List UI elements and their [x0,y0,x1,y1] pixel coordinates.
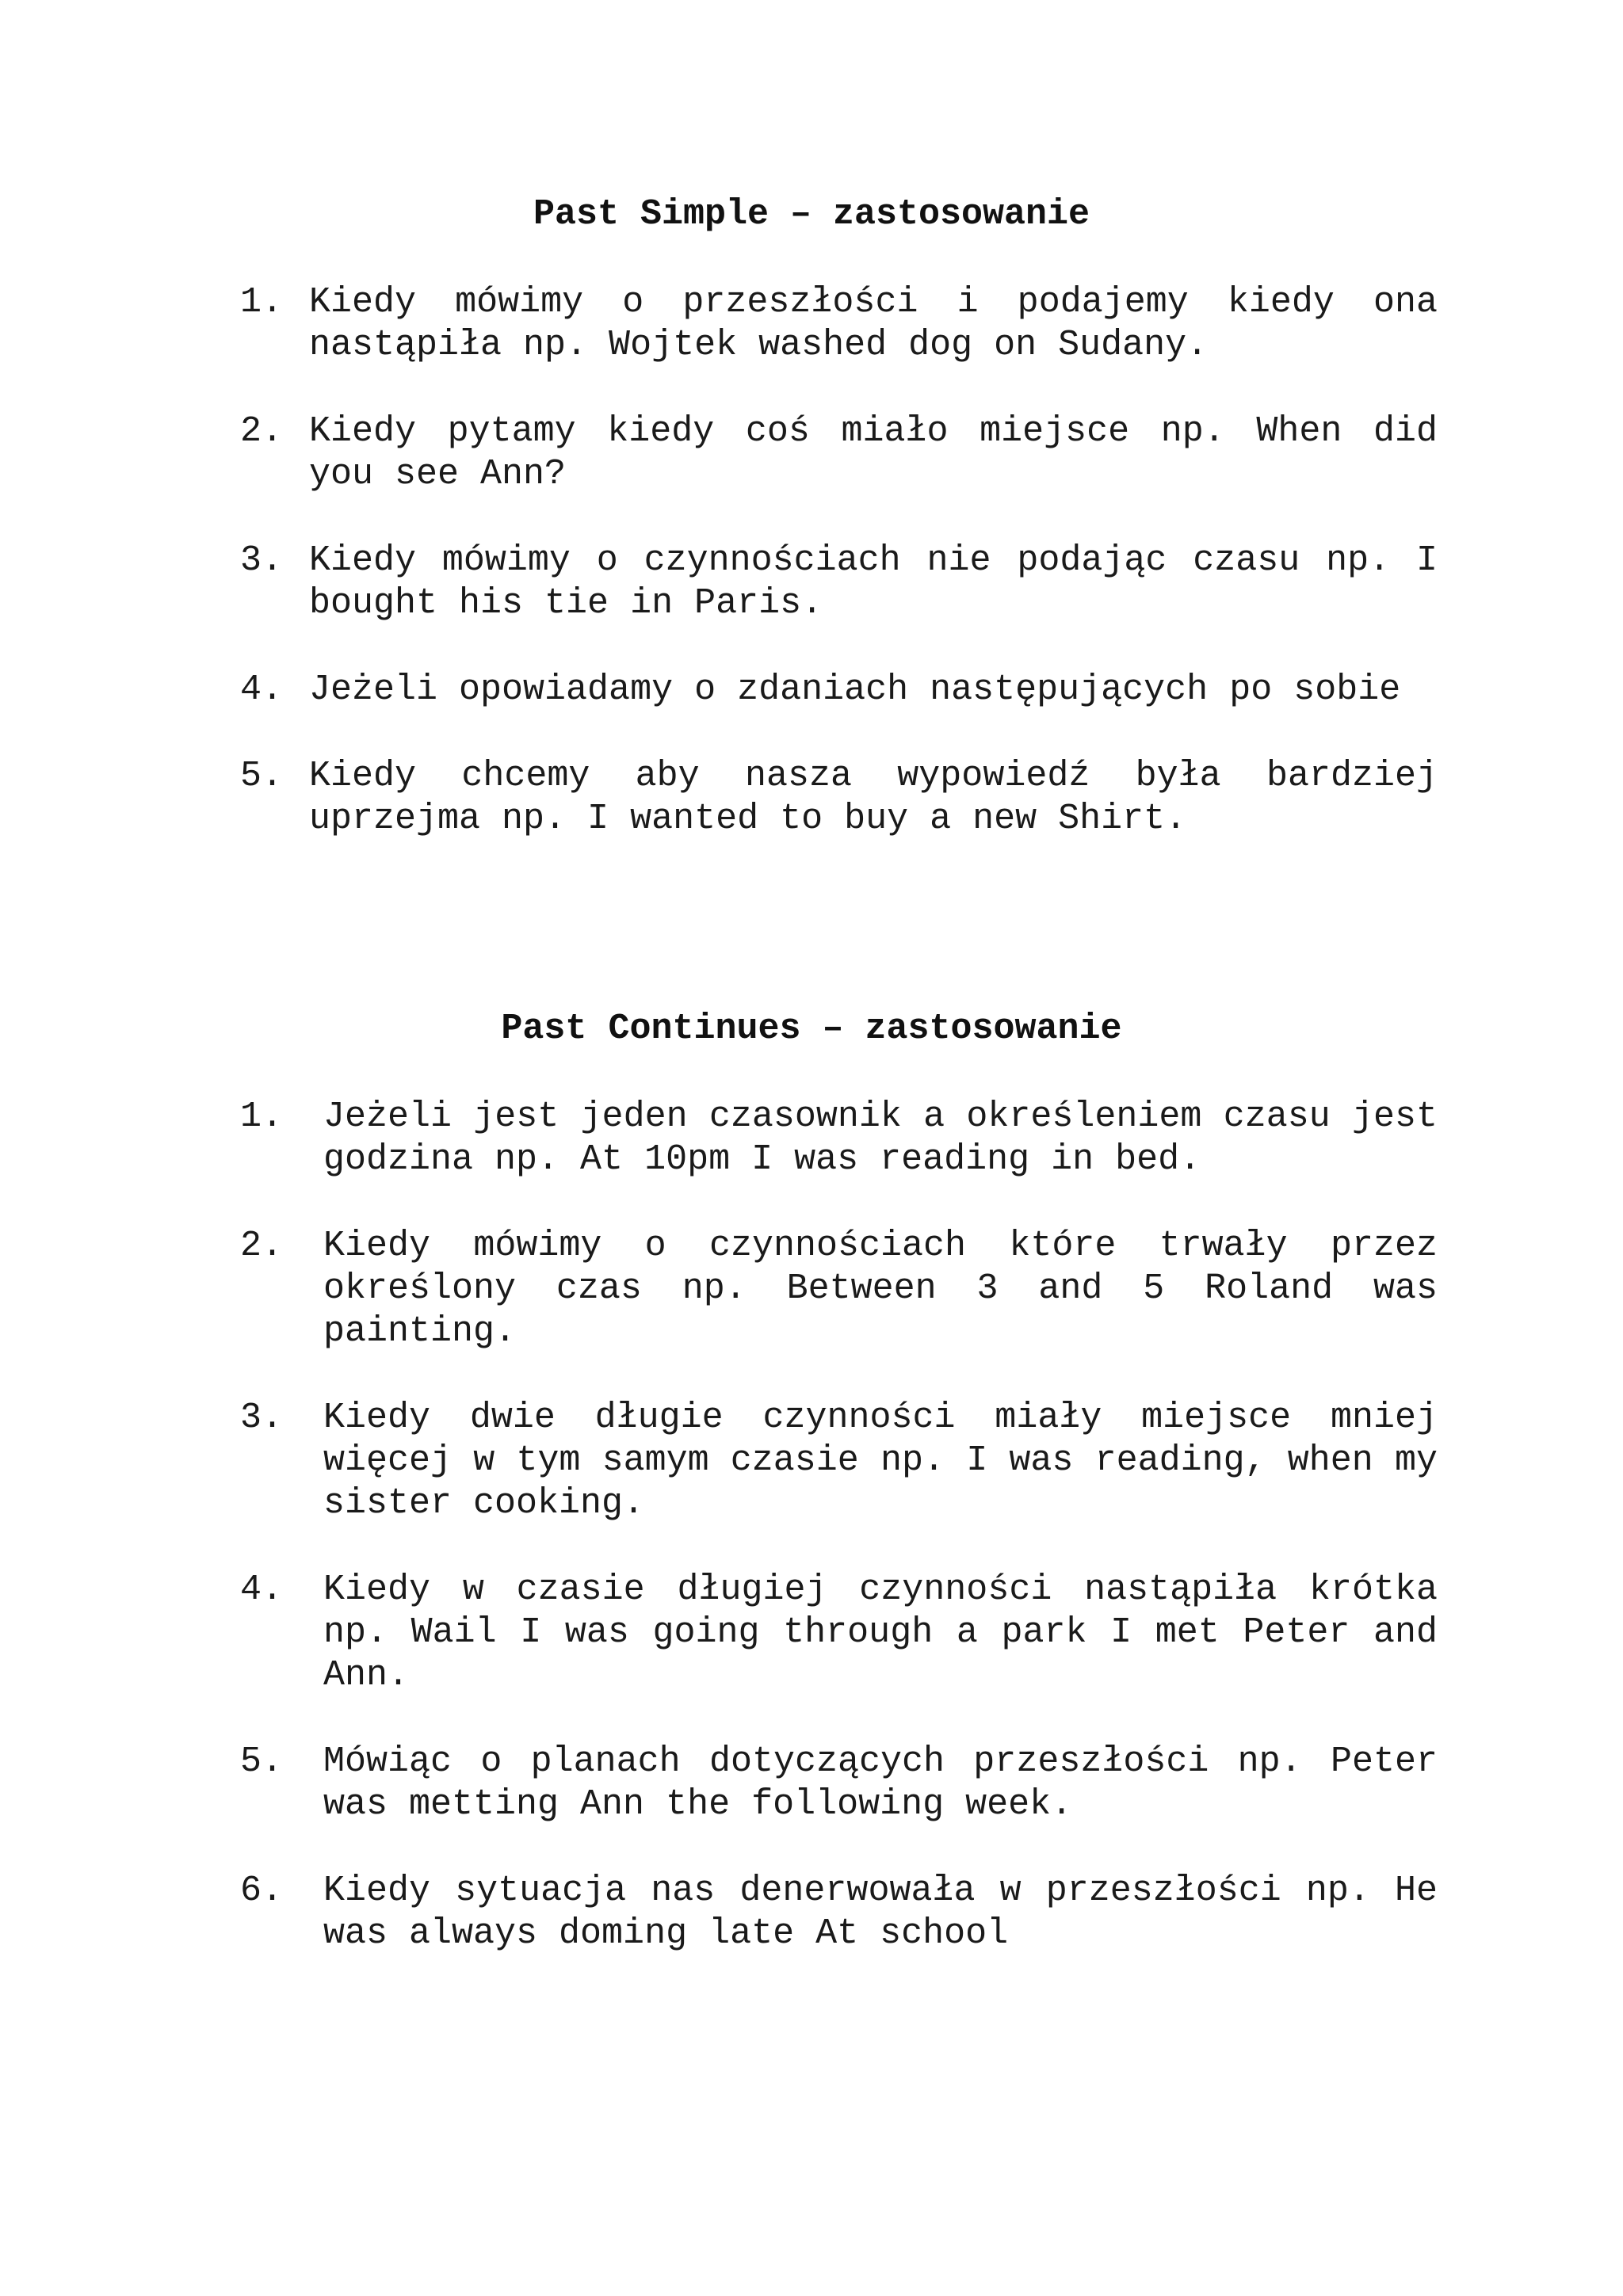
item-text: Jeżeli opowiadamy o zdaniach następujących po sobie [309,669,1401,710]
item-text: Kiedy dwie długie czynności miały miejsce mniej więcej w tym samym czasie np. I was reading, when my sister cooking. [323,1398,1438,1524]
list-item [240,1397,1438,1525]
item-number: 5. [240,1741,284,1782]
item-number: 2. [240,1226,284,1266]
item-number: 6. [240,1871,284,1911]
list-item [240,281,1438,367]
heading-past-continues: Past Continues – zastosowanie [501,1009,1122,1049]
list-item [240,1569,1438,1697]
item-number: 3. [240,540,284,581]
heading-past-simple: Past Simple – zastosowanie [533,194,1090,235]
list-item [240,1225,1438,1353]
item-text: Kiedy mówimy o czynnościach które trwały przez określony czas np. Between 3 and 5 Roland was painting. [323,1226,1438,1352]
list-item [240,1870,1438,1955]
item-text: Kiedy pytamy kiedy coś miało miejsce np. When did you see Ann? [309,411,1438,494]
item-number: 1. [240,1097,284,1137]
list-item [240,669,1438,711]
item-number: 4. [240,669,284,710]
list-item [240,755,1438,841]
item-text: Kiedy sytuacja nas denerwowała w przeszłości np. He was always doming late At school [323,1871,1438,1954]
item-number: 2. [240,411,284,452]
item-text: Kiedy chcemy aby nasza wypowiedź była bardziej uprzejma np. I wanted to buy a new Shirt. [309,756,1438,839]
item-number: 5. [240,756,284,796]
item-number: 4. [240,1569,284,1610]
item-number: 3. [240,1398,284,1438]
list-item [240,1096,1438,1181]
past-continues-list [240,1096,1438,1955]
item-text: Mówiąc o planach dotyczących przeszłości np. Peter was metting Ann the following week. [323,1741,1438,1825]
item-text: Kiedy mówimy o czynnościach nie podając czasu np. I bought his tie in Paris. [309,540,1438,624]
item-text: Kiedy mówimy o przeszłości i podajemy kiedy ona nastąpiła np. Wojtek washed dog on Sudany. [309,282,1438,365]
item-number: 1. [240,282,284,322]
list-item [240,410,1438,496]
past-simple-list [240,281,1438,841]
list-item [240,1741,1438,1826]
list-item [240,540,1438,625]
item-text: Kiedy w czasie długiej czynności nastąpiła krótka np. Wail I was going through a park I met Peter and Ann. [323,1569,1438,1695]
item-text: Jeżeli jest jeden czasownik a określeniem czasu jest godzina np. At 10pm I was reading in bed. [323,1097,1438,1180]
